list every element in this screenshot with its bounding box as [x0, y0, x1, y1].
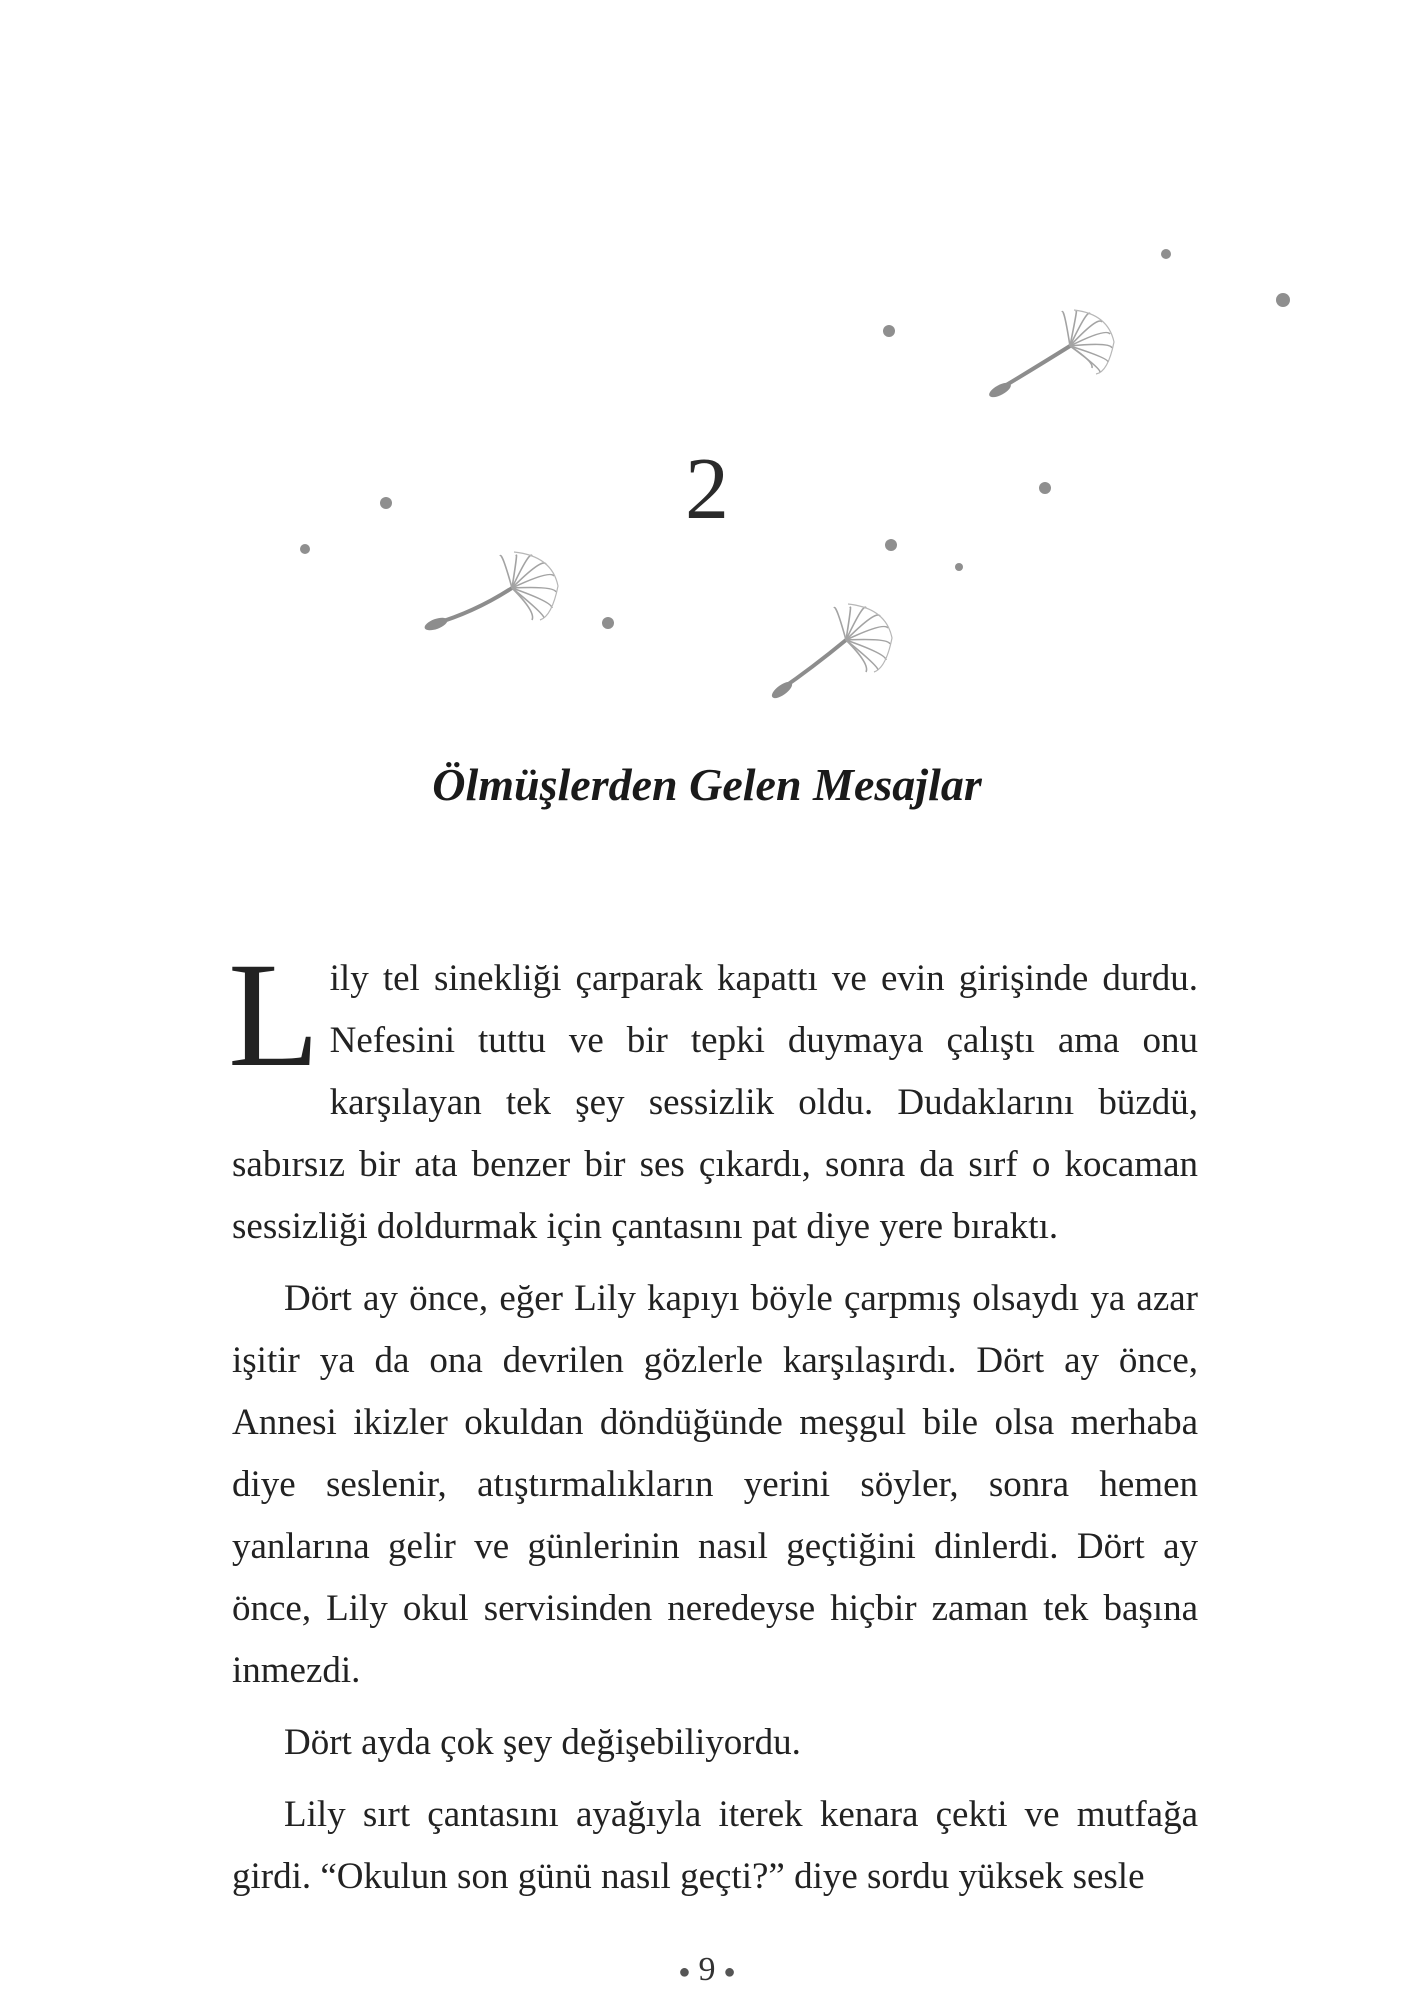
paragraph-2: Dört ay önce, eğer Lily kapıyı böyle çarpmış olsaydı ya azar işitir ya da ona devrilen gözlerle karşılaşırdı. Dört ay önce, Annesi ikizler okuldan döndüğünde meşgul bile olsa merhaba diye seslenir, atıştırmalıkların yerini söyler, sonra hemen yanlarına gelir ve günlerinin nasıl geçtiğini dinlerdi. Dört ay önce, Lily okul servisinden neredeyse hiçbir zaman tek başına inmezdi.: [232, 1278, 1198, 1691]
page-number-footer: [0, 1950, 1414, 1992]
dandelion-seeds-illustration: [0, 0, 1414, 760]
paragraph-text: ily tel sinekliği çarparak kapattı ve evin girişinde durdu. Nefesini tuttu ve bir tepki duymaya çalıştı ama onu karşılayan tek şey sessizlik oldu. Dudaklarını büzdü, sabırsız bir ata benzer bir ses çıkardı, sonra da sırf o kocaman sessizliği doldurmak için çantasını pat diye yere bıraktı.: [232, 958, 1198, 1247]
dandelion-seed-icon: [987, 310, 1114, 400]
bullet-icon: ●: [723, 1961, 736, 1984]
chapter-body: [228, 932, 1198, 1918]
drop-cap: L: [228, 932, 320, 1098]
bullet-icon: ●: [678, 1961, 691, 1984]
paragraph-1: [228, 932, 1198, 1258]
paragraph-3: Dört ayda çok şey değişebiliyordu.: [284, 1722, 801, 1763]
floating-dots: [300, 249, 1290, 629]
paragraph-4: Lily sırt çantasını ayağıyla iterek kenara çekti ve mutfağa girdi. “Okulun son günü nasıl geçti?” diye sordu yüksek sesle: [232, 1794, 1198, 1897]
dandelion-seed-icon: [769, 604, 892, 701]
chapter-title: Ölmüşlerden Gelen Mesajlar: [432, 759, 982, 810]
page-number: 9: [698, 1951, 716, 1988]
chapter-number: 2: [685, 441, 729, 538]
dandelion-seed-icon: [423, 552, 558, 633]
